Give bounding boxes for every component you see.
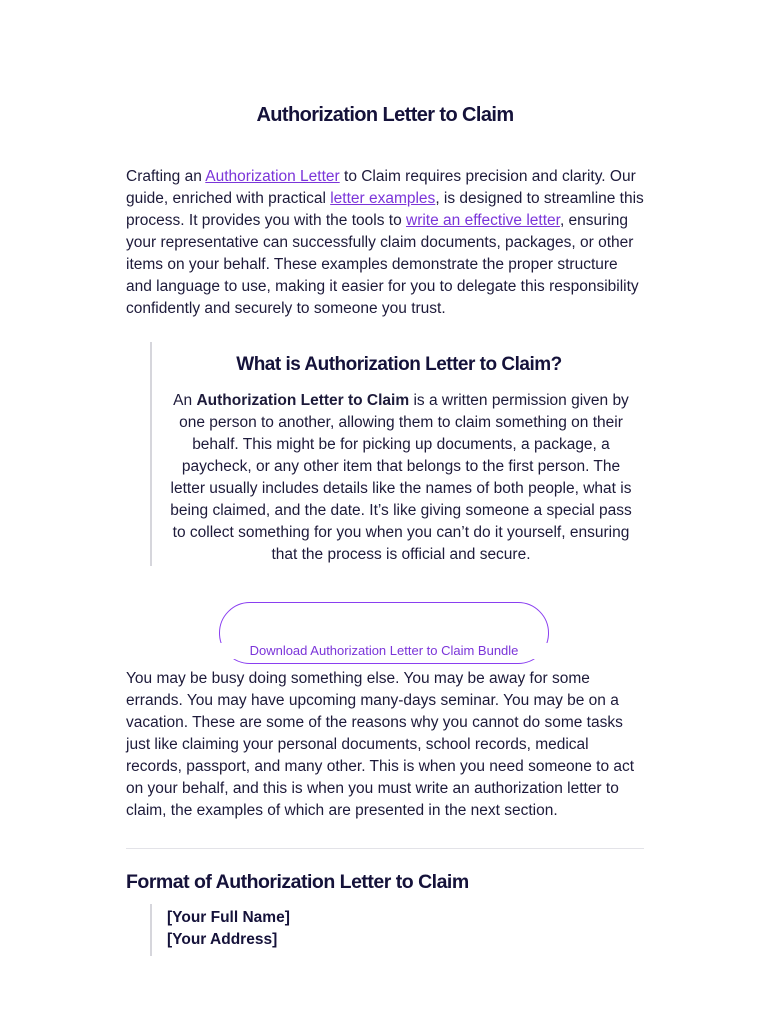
intro-text: to Claim requires precision and clarity. Our guide, enriched with practical xyxy=(126,168,636,207)
definition-heading: What is Authorization Letter to Claim? xyxy=(236,354,562,375)
download-bundle-label[interactable]: Download Authorization Letter to Claim Bundle xyxy=(220,643,548,659)
download-bundle-button[interactable] xyxy=(219,602,549,664)
intro-text: , ensuring your representative can successfully claim documents, packages, or other items on your behalf. These examples demonstrate the proper structure and language to use, making it easier for you to delegate this responsibility confidently and securely to someone you trust. xyxy=(126,212,639,317)
letter-examples-link[interactable]: letter examples xyxy=(330,190,436,207)
intro-text: , is designed to streamline this process. It provides you with the tools to xyxy=(126,190,644,229)
definition-text: An xyxy=(173,392,197,409)
reasons-paragraph: You may be busy doing something else. You may be away for some errands. You may have upcoming many-days seminar. You may be on a vacation. These are some of the reasons why you cannot do some tasks just like claiming your personal documents, school records, medical records, passport, and many other. This is when you need someone to act on your behalf, and this is when you must write an authorization letter to claim, the examples of which are presented in the next section. xyxy=(126,670,635,819)
format-line-address: [Your Address] xyxy=(167,931,278,948)
format-blockquote xyxy=(150,904,452,956)
definition-paragraph xyxy=(166,390,636,566)
section-divider xyxy=(126,848,644,849)
page-title: Authorization Letter to Claim xyxy=(256,104,514,126)
format-heading: Format of Authorization Letter to Claim xyxy=(126,871,469,893)
definition-text: is a written permission given by one person to another, allowing them to claim something on their behalf. This might be for picking up documents, a package, a paycheck, or any other item that belongs to the first person. The letter usually includes details like the names of both people, what is being claimed, and the date. It’s like giving someone a special pass to collect something for you when you can’t do it yourself, ensuring that the process is official and secure. xyxy=(170,392,632,563)
intro-text: Crafting an xyxy=(126,168,206,185)
intro-paragraph xyxy=(126,166,644,320)
authorization-letter-link[interactable]: Authorization Letter xyxy=(205,168,340,185)
format-line-full-name: [Your Full Name] xyxy=(167,909,290,926)
write-effective-letter-link[interactable]: write an effective letter xyxy=(406,212,560,229)
definition-blockquote xyxy=(150,342,646,566)
definition-term: Authorization Letter to Claim xyxy=(196,392,410,409)
